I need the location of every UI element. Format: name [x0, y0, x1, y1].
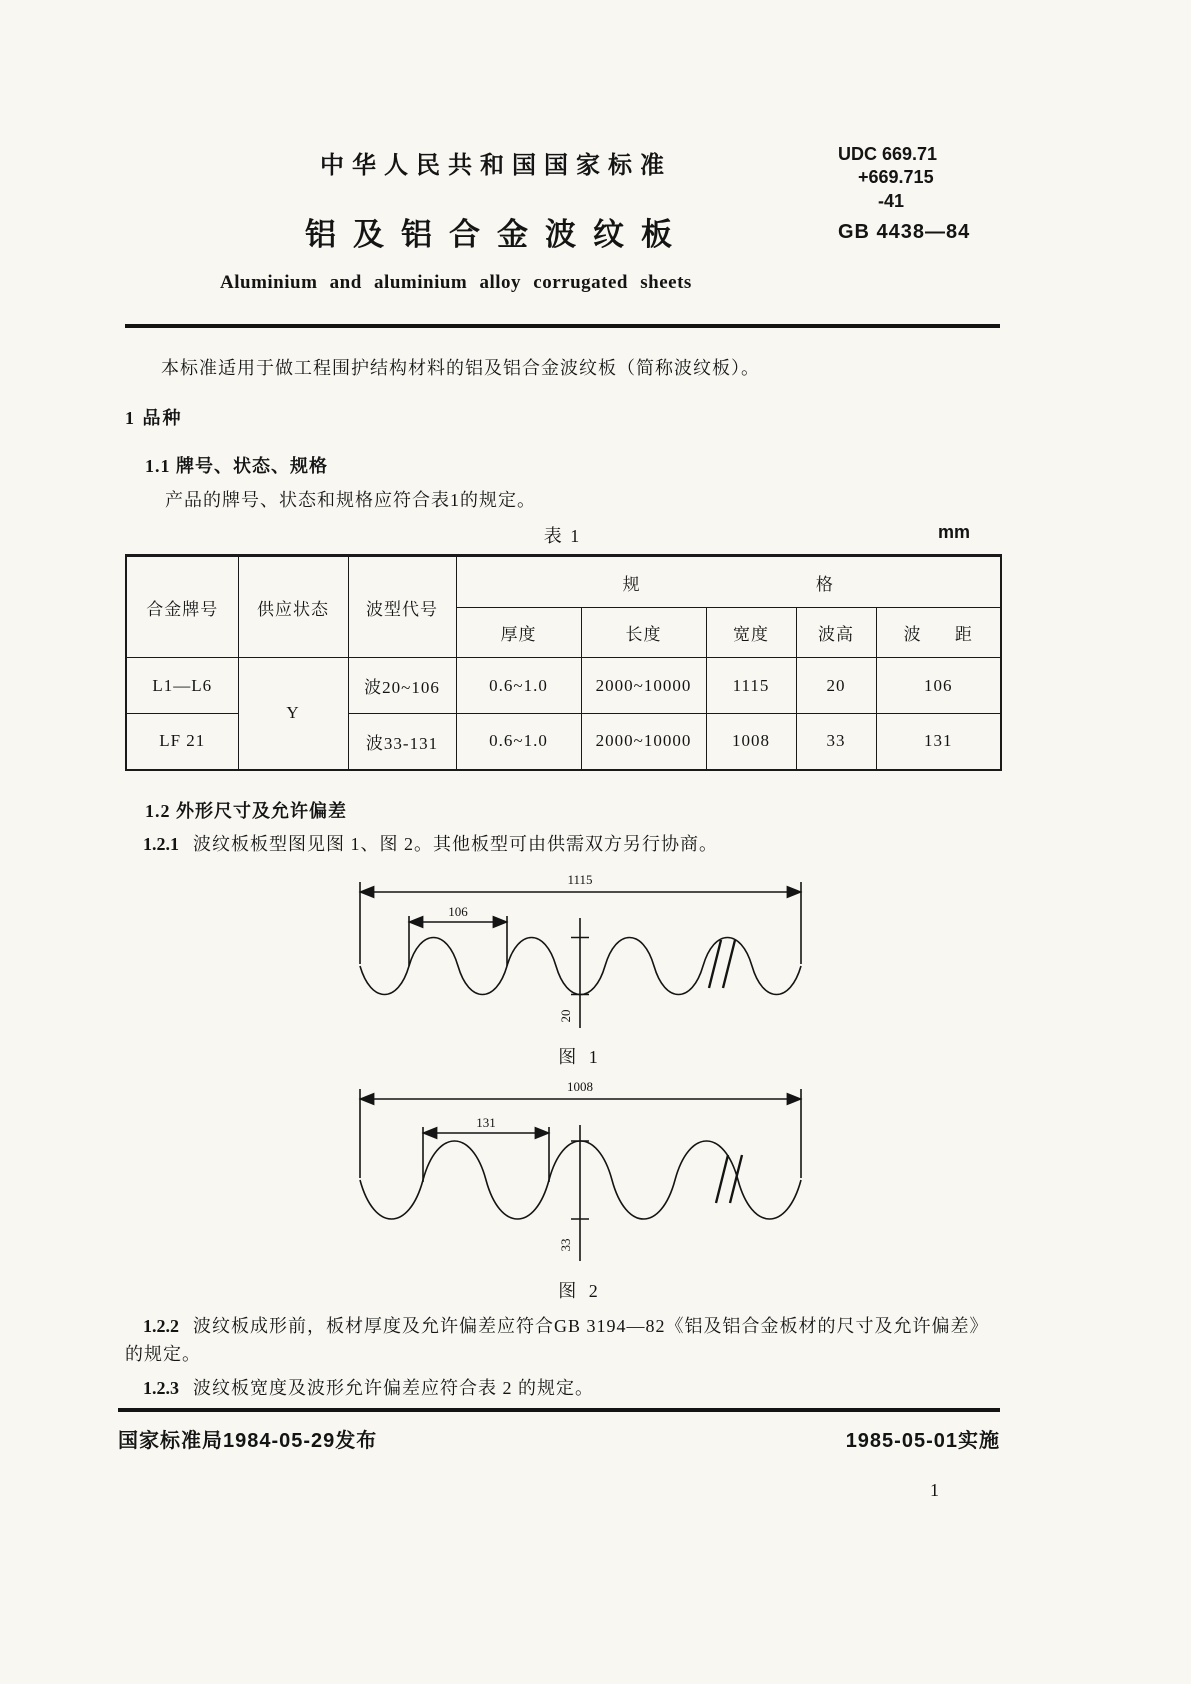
fig1-height-label: 20	[558, 1009, 573, 1023]
cell-wave-code: 波33-131	[348, 714, 456, 770]
clause-1-2-1-text: 波纹板板型图见图 1、图 2。其他板型可由供需双方另行协商。	[193, 833, 718, 854]
col-header-wave-code: 波型代号	[348, 556, 456, 658]
cell-length: 2000~10000	[581, 714, 706, 770]
col-header-wave-height: 波高	[796, 608, 876, 658]
fig2-height-label: 33	[558, 1238, 573, 1252]
section-1-1-heading: 1.1 牌号、状态、规格	[145, 456, 328, 476]
section-1-2-heading: 1.2 外形尺寸及允许偏差	[145, 800, 347, 821]
document-title: 铝及铝合金波纹板	[305, 217, 689, 252]
fig1-overall-width-label: 1115	[567, 872, 593, 888]
col-header-wave-pitch: 波 距	[876, 608, 1001, 658]
udc-classification-block	[838, 143, 1038, 245]
footer-implemented-date: 1985-05-01实施	[845, 1430, 1000, 1452]
header-divider-rule	[125, 324, 1000, 328]
clause-1-2-1-number: 1.2.1	[143, 833, 179, 854]
cell-alloy: L1—L6	[126, 658, 238, 714]
cell-width: 1008	[706, 714, 796, 770]
table1-unit: mm	[937, 522, 970, 542]
footer-issued-date: 国家标准局1984-05-29发布	[118, 1430, 378, 1452]
cell-thickness: 0.6~1.0	[456, 658, 581, 714]
table1-header-row-1	[126, 556, 1001, 608]
cell-alloy: LF 21	[126, 714, 238, 770]
figure-2	[340, 1075, 820, 1303]
fig2-drawing	[340, 1075, 820, 1275]
document-subtitle-english: Aluminium and aluminium alloy corrugated sheets	[220, 272, 692, 293]
fig2-pitch-label: 131	[476, 1115, 496, 1131]
section-1-heading: 1 品种	[125, 408, 183, 428]
col-header-state: 供应状态	[238, 556, 348, 658]
cell-wave-pitch: 106	[876, 658, 1001, 714]
udc-line-2: +669.715	[858, 167, 934, 188]
scope-paragraph: 本标准适用于做工程围护结构材料的铝及铝合金波纹板（简称波纹板）。	[161, 358, 760, 378]
clause-1-2-3-number: 1.2.3	[143, 1378, 179, 1399]
table-row	[126, 658, 1001, 714]
fig1-height-dimension	[558, 918, 589, 1028]
fig1-drawing	[340, 866, 820, 1041]
fig2-height-dimension	[558, 1125, 589, 1261]
fig2-pitch-dimension	[423, 1115, 549, 1182]
table1-caption-row	[125, 522, 1000, 548]
cell-state: Y	[238, 658, 348, 770]
figure-1-caption: 图 1	[558, 1047, 602, 1068]
table1-caption: 表 1	[543, 526, 582, 546]
clause-1-2-3-text: 波纹板宽度及波形允许偏差应符合表 2 的规定。	[193, 1378, 594, 1399]
cell-wave-height: 33	[796, 714, 876, 770]
clause-1-2-2-number: 1.2.2	[143, 1316, 179, 1337]
figure-2-caption: 图 2	[558, 1281, 602, 1302]
cell-wave-code: 波20~106	[348, 658, 456, 714]
fig1-pitch-label: 106	[448, 904, 468, 920]
col-header-thickness: 厚度	[456, 608, 581, 658]
fig1-break-mark	[709, 940, 735, 988]
cell-wave-height: 20	[796, 658, 876, 714]
cell-thickness: 0.6~1.0	[456, 714, 581, 770]
figure-1	[340, 866, 820, 1069]
udc-line-1: UDC 669.71	[838, 144, 938, 164]
cell-wave-pitch: 131	[876, 714, 1001, 770]
cell-length: 2000~10000	[581, 658, 706, 714]
table-1	[125, 554, 1002, 771]
document-footer	[118, 1424, 1000, 1453]
clause-1-2-2	[125, 1313, 1000, 1369]
section-1-1-text: 产品的牌号、状态和规格应符合表1的规定。	[165, 490, 536, 510]
clause-1-2-2-text: 波纹板成形前，板材厚度及允许偏差应符合GB 3194—82《铝及铝合金板材的尺寸及允许偏差》的规定。	[125, 1316, 989, 1365]
clause-1-2-3	[125, 1375, 1000, 1403]
udc-line-3: -41	[878, 190, 905, 211]
page-number: 1	[930, 1480, 939, 1500]
standard-number: GB 4438—84	[838, 221, 971, 244]
cell-width: 1115	[706, 658, 796, 714]
col-header-alloy: 合金牌号	[126, 556, 238, 658]
col-header-length: 长度	[581, 608, 706, 658]
clause-1-2-1	[125, 831, 1000, 859]
footer-divider-rule	[118, 1408, 1000, 1412]
col-header-width: 宽度	[706, 608, 796, 658]
col-header-spec: 规 格	[456, 556, 1001, 608]
national-standard-label: 中华人民共和国国家标准	[320, 153, 672, 179]
fig1-pitch-dimension	[409, 904, 507, 966]
fig2-overall-width-label: 1008	[567, 1079, 593, 1095]
